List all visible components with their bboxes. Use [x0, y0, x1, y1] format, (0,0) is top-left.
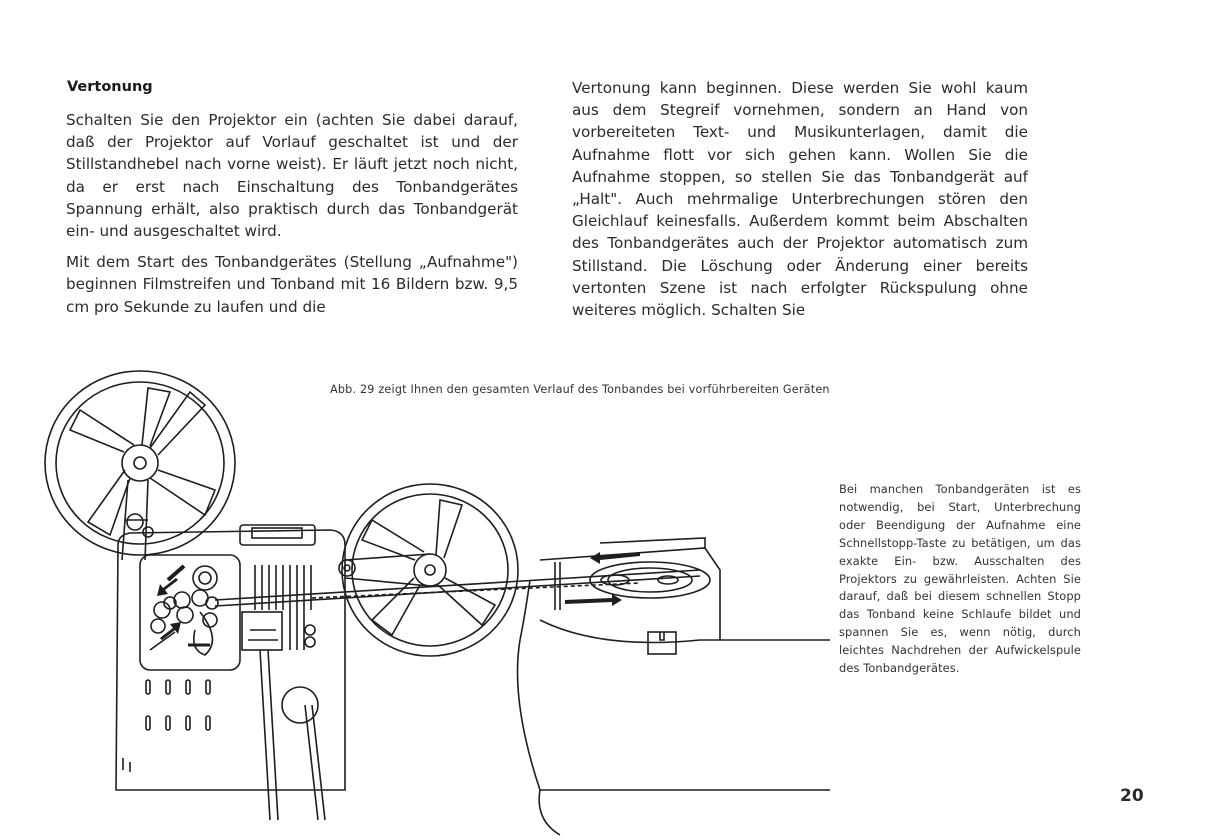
paragraph: Mit dem Start des Tonbandgerätes (Stellung „Aufnahme") beginnen Filmstreifen und Tonband mit 16 Bildern bzw. 9,5 cm pro Sekunde zu laufen und die: [66, 253, 518, 316]
control-buttons: [146, 680, 210, 730]
projector-body: [116, 525, 355, 820]
figure-side-note: Bei manchen Tonbandgeräten ist es notwendig, bei Start, Unterbrechung oder Beendigung der Aufnahme eine Schnellstopp-Taste zu betätigen, um das exakte Ein- bzw. Ausschalten des Projektors zu gewährleisten. Achten Sie darauf, daß bei diesem schnellen Stopp das Tonband keine Schlaufe bildet und spannen Sie es, wenn nötig, durch leichtes Nachdrehen der Aufwickelspule des Tonbandgerätes.: [839, 482, 1081, 676]
left-text-column: [66, 109, 518, 327]
page-number: 20: [1120, 786, 1144, 806]
section-heading: Vertonung: [67, 79, 153, 95]
tape-path: [215, 554, 700, 606]
lower-film-reel: [342, 484, 518, 656]
figure-caption: Abb. 29 zeigt Ihnen den gesamten Verlauf des Tonbandes bei vorführbereiten Geräten: [330, 383, 830, 396]
tape-recorder: [518, 538, 831, 835]
projector-tape-recorder-illustration: [0, 360, 830, 840]
paragraph: Vertonung kann beginnen. Diese werden Sie wohl kaum aus dem Stegreif vornehmen, sondern an Hand von vorbereiteten Text- und Musikunterlagen, damit die Aufnahme flott vor sich gehen kann. Wollen Sie die Aufnahme stoppen, so stellen Sie das Tonbandgerät auf „Halt". Auch mehrmalige Unterbrechungen stören den Gleichlauf keinesfalls. Außerdem kommt beim Abschalten des Tonbandgerätes auch der Projektor automatisch zum Stillstand. Die Löschung oder Änderung einer bereits vertonten Szene ist nach erfolgter Rückspulung ohne weiteres möglich. Schalten Sie: [572, 79, 1028, 320]
right-text-column: [572, 77, 1028, 330]
paragraph: Schalten Sie den Projektor ein (achten Sie dabei darauf, daß der Projektor auf Vorlauf geschaltet ist und der Stillstandhebel nach vorne weist). Er läuft jetzt noch nicht, da er erst nach Einschaltung des Tonbandgerätes Spannung erhält, also praktisch durch das Tonbandgerät ein- und ausgeschaltet wird.: [66, 111, 518, 241]
lamp-housing-vents: [255, 565, 311, 650]
direction-arrows: [157, 552, 640, 640]
